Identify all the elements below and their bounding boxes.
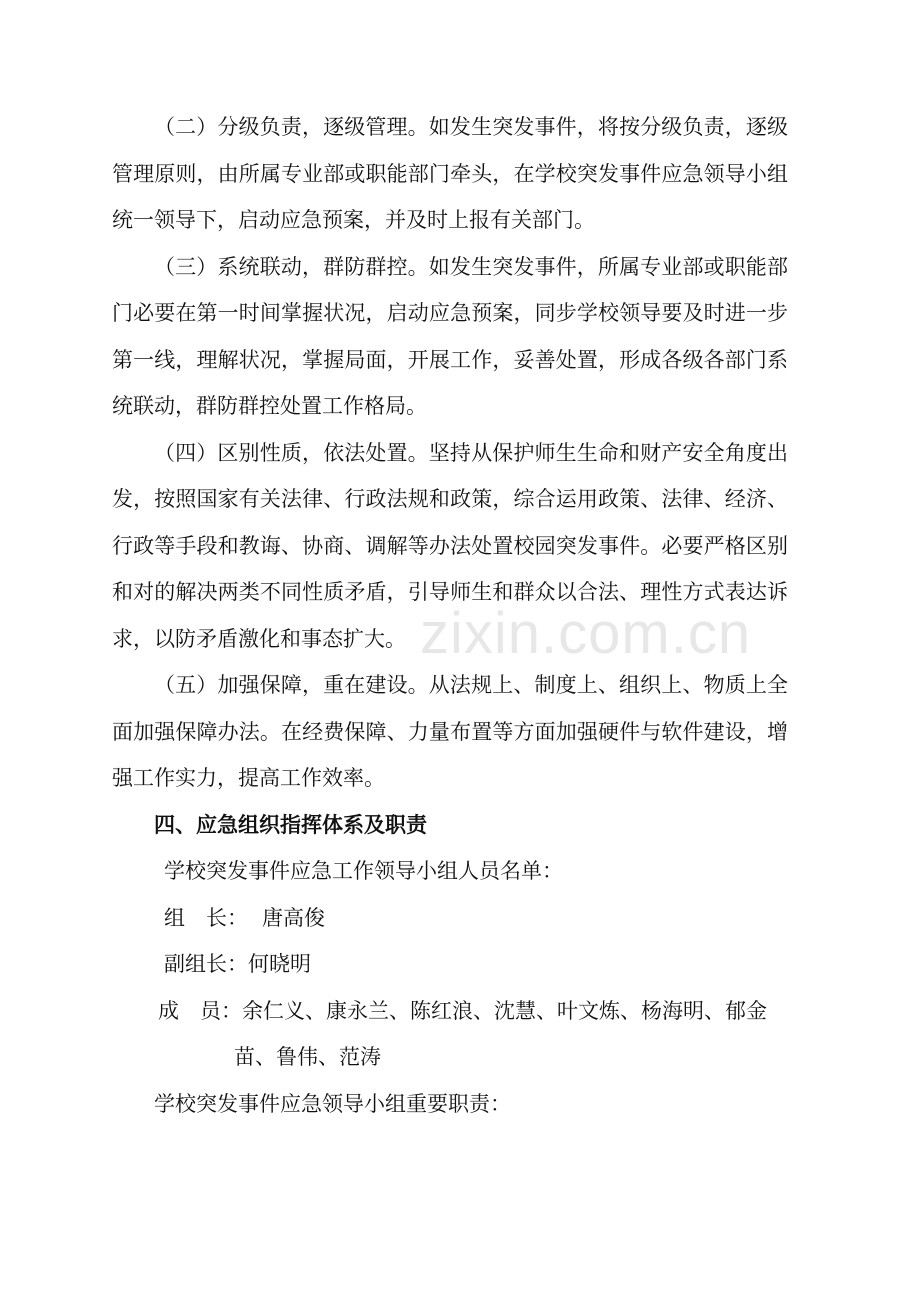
- leader-line: [112, 895, 788, 942]
- vice-leader-name: 何晓明: [248, 952, 311, 976]
- members-names: 余仁义、康永兰、陈红浪、沈慧、叶文炼、杨海明、郁金: [242, 998, 767, 1023]
- paragraph-principle-5: （五）加强保障，重在建设。从法规上、制度上、组织上、物质上全面加强保障办法。在经费保障、力量布置等方面加强硬件与软件建设，增强工作实力，提高工作效率。: [112, 673, 788, 790]
- members-line-continued: 苗、鲁伟、范涛: [234, 1045, 381, 1069]
- paragraph-principle-3: （三）系统联动，群防群控。如发生突发事件，所属专业部或职能部门必要在第一时间掌握状况，启动应急预案，同步学校领导要及时进一步第一线，理解状况，掌握局面，开展工作，妥善处置，形成各级各部门系统联动，群防群控处置工作格局。: [112, 254, 788, 418]
- leader-label: 组 长：: [164, 905, 248, 930]
- members-line: [112, 988, 788, 1035]
- paragraph-principle-2: （二）分级负责，逐级管理。如发生突发事件，将按分级负责，逐级管理原则，由所属专业部或职能部门牵头，在学校突发事件应急领导小组统一领导下，启动应急预案，并及时上报有关部门。: [112, 115, 788, 232]
- vice-leader-label: 副组长：: [164, 952, 248, 976]
- members-label: 成 员：: [158, 998, 242, 1023]
- paragraph-principle-4: （四）区别性质，依法处置。坚持从保护师生生命和财产安全角度出发，按照国家有关法律、行政法规和政策，综合运用政策、法律、经济、行政等手段和教诲、协商、调解等办法处置校园突发事件。必要严格区别和对的解决两类不同性质矛盾，引导师生和群众以合法、理性方式表达诉求，以防矛盾激化和事态扩大。: [112, 440, 788, 651]
- watermark-text: zixin.com.cn: [420, 601, 752, 666]
- leader-name: 唐高俊: [262, 905, 325, 930]
- member-list-intro: 学校突发事件应急工作领导小组人员名单：: [164, 859, 563, 883]
- vice-leader-line: [112, 941, 788, 988]
- section-heading: 四、应急组织指挥体系及职责: [154, 812, 427, 837]
- duties-intro: 学校突发事件应急领导小组重要职责：: [154, 1091, 511, 1116]
- document-body: [112, 104, 788, 1127]
